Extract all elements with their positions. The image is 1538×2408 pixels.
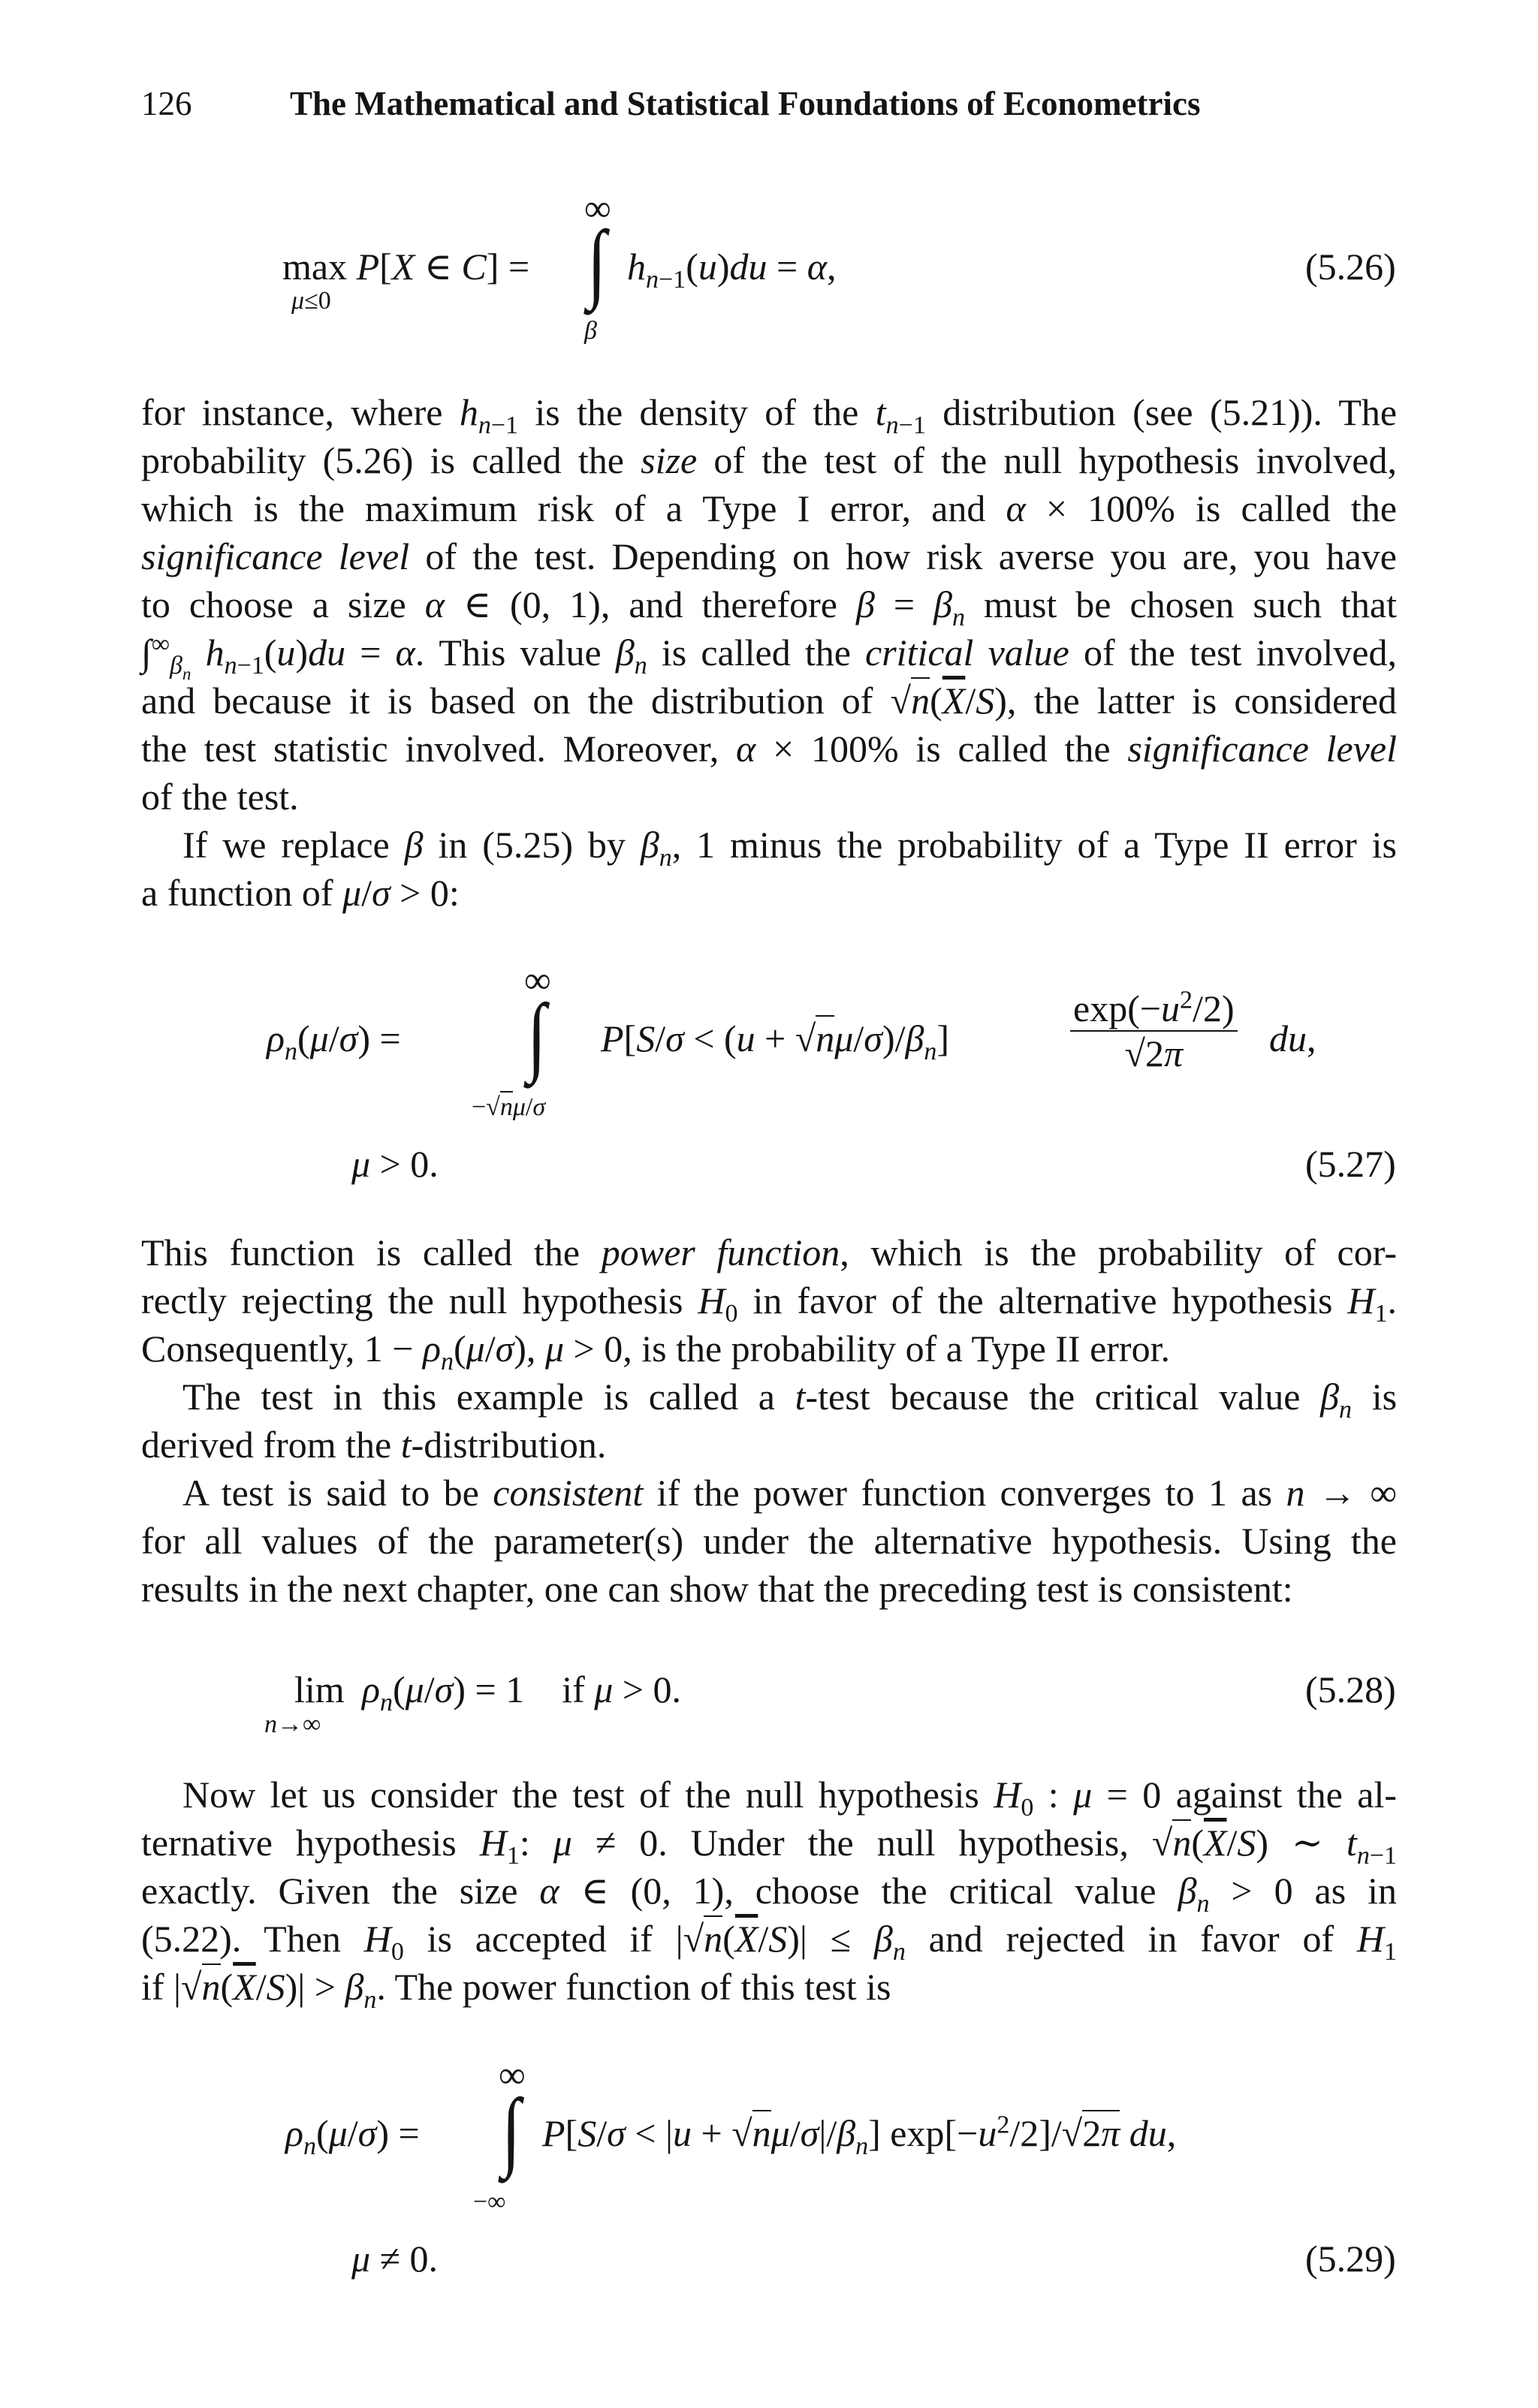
equation-number: (5.29) — [1305, 2238, 1396, 2280]
paragraph: Now let us consider the test of the null hypothesis $H_0$ : μ = 0 against the al- ternative hypothesis $H_1$: μ ≠ 0. Under the null hypothesis, $√n(\overline{X}/S)$ ∼ $t_{n-1}$ exactly. Given the size α ∈ (0, 1), choose the critical value $\beta_n > 0$ as in (5.22). Then $H_0$ is accepted if $|√n(\overline{X}/S)| \le \beta_n$ and rejected in favor of $H_1$ if $|√n(\overline{X}/S)| > \beta_n$. The power function of this test is — [141, 1774, 1398, 2014]
running-header — [141, 84, 1397, 129]
integral-sign: ∫ — [587, 212, 607, 311]
book-page: 126 The Mathematical and Statistical Foundations of Econometrics ∞ max P[X ∈ C] = μ≤0 ∫ $h_{n-1}(u)du = \alpha$, β (5.26) for instance, where $h_{n-1}$ is the density of the $t_{n-1}$ distribution (see (5.21)). The probability (5.26) is called the size of the test of the null hypothesis involved, which is the maximum risk of a Type I error, and α × 100% is called the significance level of the test. Depending on how risk averse you are, you have to choose a size α ∈ (0, 1), and therefore $\beta = \beta_n$ must be chosen such that $\int^\infty_{\beta_n}$ $h_{n-1}(u)du = \alpha$. This value $\beta_n$ is called the critical value of the test involved, and because it is based on the distribution of $√n(\overline{X}/S)$, the latter is considered the test statistic involved. Moreover, α × 100% is called the significance level of the test. If we replace β in (5.25) by $\beta_n$, 1 minus the probability of a Type II error is a function of μ/σ > 0: ∞ ∫ $\rho_n(\mu/\sigma)$ = $P[S/\sigma < (u + √n\mu/\sigma)/\beta_n]$ $\frac{\exp(-u^2/2)}{√2\pi}$ du, −√nμ/σ μ > 0. (5.27) This function is called the power function, which is the probability of cor- rectly rejecting the null hypothesis $H_0$ in favor of the alternative hypothesis $H_1$. Consequently, $1 - \rho_n(\mu/\sigma)$, μ > 0, is the probability of a Type II error. The test in this example is called a t-test because the critical value $\beta_n$ is derived from the t-distribution. A test is said to be consistent if the power function converges to 1 as n → ∞ for all values of the parameter(s) under the alternative hypothesis. Using the results in the next chapter, one can show that the preceding test is consistent: lim n→∞ $\rho_n(\mu/\sigma) = 1$ if μ > 0. (5.28) Now let us consider the test of the null hypothesis $H_0$ : μ = 0 against the al- ternative hypothesis $H_1$: μ ≠ 0. Under the null hypothesis, $√n(\overline{X}/S)$ ∼ $t_{n-1}$ exactly. Given the size α ∈ (0, 1), choose the critical value $\beta_n > 0$ as in (5.22). Then $H_0$ is accepted if $|√n(\overline{X}/S)| \le \beta_n$ and rejected in favor of $H_1$ if $|√n(\overline{X}/S)| > \beta_n$. The power function of this test is ∞ ∫ $\rho_n(\mu/\sigma)$ = $P[S/\sigma < |u + √n\mu/\sigma|/\beta_n]$ $\exp[-u^2/2]/√2\pi$ du, −∞ μ ≠ 0. (5.29) — [141, 85, 1398, 2280]
integral-sign: ∫ — [502, 2081, 521, 2179]
paragraph: If we replace β in (5.25) by $\beta_n$, 1 minus the probability of a Type II error is a function of μ/σ > 0: — [141, 824, 1397, 914]
paragraph: for instance, where $h_{n-1}$ is the density of the $t_{n-1}$ distribution (see (5.21)). The probability (5.26) is called the size of the test of the null hypothesis involved, which is the maximum risk of a Type I error, and α × 100% is called the significance level of the test. Depending on how risk averse you are, you have to choose a size α ∈ (0, 1), and therefore $\beta = \beta_n$ must be chosen such that $\int^\infty_{\beta_n}$ $h_{n-1}(u)du = \alpha$. This value $\beta_n$ is called the critical value of the test involved, and because it is based on the distribution of $√n(\overline{X}/S)$, the latter is considered the test statistic involved. Moreover, α × 100% is called the significance level of the test. — [141, 391, 1398, 818]
paragraph: This function is called the power function, which is the probability of cor- rectly rejecting the null hypothesis $H_0$ in favor of the alternative hypothesis $H_1$. Consequently, $1 - \rho_n(\mu/\sigma)$, μ > 0, is the probability of a Type II error. — [141, 1231, 1398, 1376]
equation-number: (5.26) — [1305, 246, 1396, 288]
paragraph: The test in this example is called a t-test because the critical value $\beta_n$ is derived from the t-distribution. — [141, 1376, 1398, 1466]
running-title: The Mathematical and Statistical Foundations of Econometrics — [290, 85, 1201, 122]
page-number: 126 — [141, 85, 192, 122]
paragraph: A test is said to be consistent if the power function converges to 1 as n → ∞ for all values of the parameter(s) under the alternative hypothesis. Using the results in the next chapter, one can show that the preceding test is consistent: — [141, 1472, 1398, 1610]
equation-number: (5.27) — [1305, 1143, 1396, 1185]
integral-sign: ∫ — [527, 986, 547, 1084]
equation-number: (5.28) — [1305, 1668, 1396, 1710]
